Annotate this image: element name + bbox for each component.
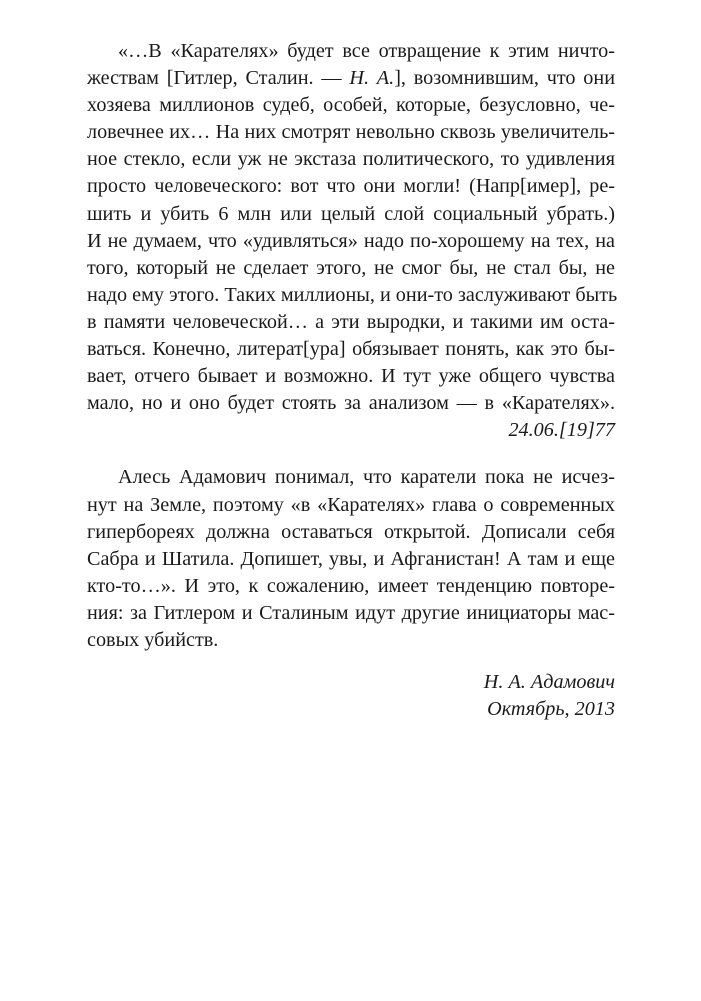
quote-line: того, который не сделает этого, не смог бы, не стал бы, не xyxy=(87,256,615,279)
quote-line: в памяти человеческой… а эти выродки, и такими им оста- xyxy=(87,310,615,333)
signature-author: Н. А. Адамович xyxy=(483,671,615,694)
quote-line: надо ему этого. Таких миллионы, и они-то заслуживают быть xyxy=(87,283,618,306)
quote-line: «…В «Карателях» будет все отвращение к этим ничто- xyxy=(118,40,615,62)
paragraph-line: совых убийств. xyxy=(87,628,219,651)
quote-date: 24.06.[19]77 xyxy=(508,419,615,442)
quote-line-part: жествам [Гитлер, Сталин. — xyxy=(87,67,350,90)
quote-initials: Н. А. xyxy=(349,67,395,90)
quote-line: ваться. Конечно, литерат[ура] обязывает понять, как это бы- xyxy=(87,338,615,361)
paragraph-line: Сабра и Шатила. Допишет, увы, и Афганистан! А там и еще xyxy=(87,547,615,570)
paragraph-line: Алесь Адамович понимал, что каратели пока не исчез- xyxy=(118,466,615,489)
quote-line: просто человеческого: вот что они могли! (Напр[имер], ре- xyxy=(87,175,615,198)
paragraph-line: кто-то…». И это, к сожалению, имеет тенденцию повторе- xyxy=(87,574,615,597)
paragraph-line: гипербореях должна оставаться открытой. Дописали себя xyxy=(87,520,615,543)
signature-date: Октябрь, 2013 xyxy=(487,698,615,721)
paragraph-line: нут на Земле, поэтому «в «Карателях» глава о современных xyxy=(87,493,615,516)
quote-line: шить и убить 6 млн или целый слой социальный убрать.) xyxy=(87,202,615,225)
quote-line: хозяева миллионов судеб, особей, которые, безусловно, че- xyxy=(87,94,615,117)
quote-line: И не думаем, что «удивляться» надо по-хорошему на тех, на xyxy=(87,229,615,252)
quote-line-part: ], возомнившим, что они xyxy=(394,67,615,90)
quote-block xyxy=(87,38,618,444)
signature-block xyxy=(87,669,615,723)
body-paragraph xyxy=(87,464,615,654)
quote-line: ное стекло, если уж не экстаза политического, то удивления xyxy=(87,148,615,171)
quote-line xyxy=(87,65,615,92)
quote-line: ловечнее их… На них смотрят невольно сквозь увеличитель- xyxy=(87,121,615,144)
quote-line: мало, но и оно будет стоять за анализом — в «Карателях». xyxy=(87,392,615,415)
paragraph-line: ния: за Гитлером и Сталиным идут другие инициаторы мас- xyxy=(87,601,615,624)
quote-line: вает, отчего бывает и возможно. И тут уже общего чувства xyxy=(87,365,615,388)
page-text xyxy=(87,38,618,723)
